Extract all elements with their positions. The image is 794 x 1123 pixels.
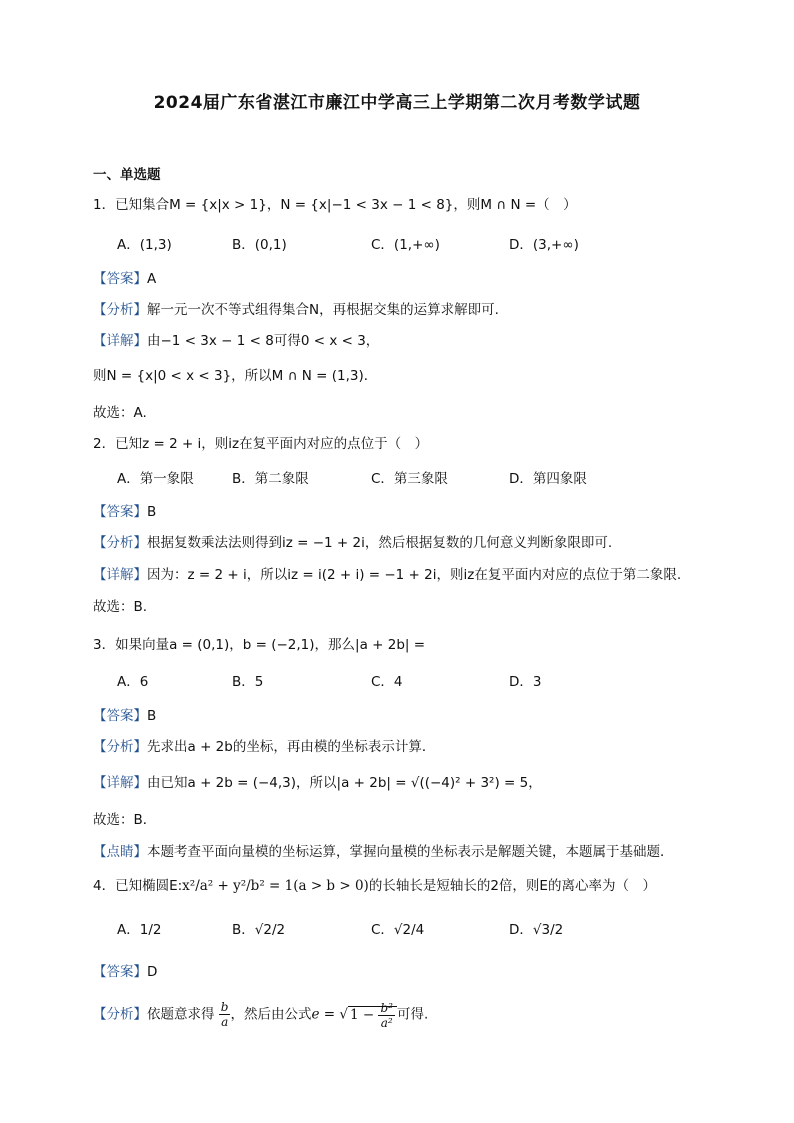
- q2-answer-line: [93, 500, 156, 520]
- q4-option-a: A．1/2: [117, 922, 162, 938]
- q2-detail: 因为：z = 2 + i，所以iz = i(2 + i) = −1 + 2i，则iz在复平面内对应的点位于第二象限.: [147, 567, 682, 583]
- q2-option-c: C．第三象限: [371, 471, 448, 487]
- q3-detail-line: [93, 771, 542, 791]
- q1-option-a: A．(1,3): [117, 237, 172, 253]
- q1-detail: 由−1 < 3x − 1 < 8可得0 < x < 3，: [147, 333, 380, 349]
- q4-option-b: B．√2/2: [232, 922, 286, 938]
- q4-answer: D: [147, 964, 158, 980]
- q1-choose: A.: [133, 405, 147, 421]
- q1-analysis: 解一元一次不等式组得集合N，再根据交集的运算求解即可.: [147, 302, 499, 318]
- q4-analysis-suffix: 可得.: [396, 1006, 429, 1023]
- q2-option-d: D．第四象限: [509, 471, 587, 487]
- detail-tag: 【详解】: [93, 333, 147, 349]
- q2-analysis-line: [93, 531, 612, 551]
- q1-answer: A: [147, 271, 157, 287]
- detail-tag: 【详解】: [93, 567, 147, 583]
- q3-choose: B．: [133, 812, 157, 828]
- q4-analysis-line: 【分析】依题意求得 $\frac{b}{a}$ ，然后由公式e = √ 1 − $\frac{\text{b²}}{\text{a²}}$ 可得.: [93, 1000, 429, 1030]
- comment-tag: 【点睛】: [93, 844, 147, 860]
- question-3-stem: 3．如果向量a = (0,1)，b = (−2,1)，那么|a + 2b| =: [93, 637, 426, 653]
- q2-analysis: 根据复数乘法法则得到iz = −1 + 2i，然后根据复数的几何意义判断象限即可.: [147, 535, 613, 551]
- q2-option-a: A．第一象限: [117, 471, 194, 487]
- q1-detail-line-2: 则N = {x|0 < x < 3}，所以M ∩ N = (1,3)．: [93, 368, 378, 384]
- q1-option-b: B．(0,1): [232, 237, 287, 253]
- q2-choose-line: [93, 595, 147, 615]
- choose-prefix: 故选：: [93, 405, 134, 421]
- answer-tag: 【答案】: [93, 504, 147, 520]
- q4-stem-suffix: 的长轴长是短轴长的2倍，则E的离心率为（ ）: [368, 878, 656, 894]
- q4-answer-line: [93, 960, 157, 980]
- q2-choose: B.: [133, 599, 148, 615]
- q3-comment: 本题考查平面向量模的坐标运算，掌握向量模的坐标表示是解题关键，本题属于基础题．: [147, 844, 674, 860]
- q3-answer: B: [147, 708, 157, 724]
- analysis-tag: 【分析】: [93, 535, 147, 551]
- page-title: 2024届广东省湛江市廉江中学高三上学期第二次月考数学试题: [153, 93, 641, 113]
- choose-prefix: 故选：: [93, 812, 134, 828]
- q3-option-b: B．5: [232, 674, 264, 690]
- fraction-b-over-a: $\frac{b}{a}$: [220, 1000, 229, 1029]
- q3-option-d: D．3: [509, 674, 542, 690]
- q1-option-c: C．(1,+∞): [371, 237, 440, 253]
- q2-detail-line: [93, 563, 681, 583]
- q3-answer-line: [93, 704, 156, 724]
- q1-choose-line: [93, 401, 147, 421]
- choose-prefix: 故选：: [93, 599, 134, 615]
- q3-comment-line: [93, 840, 674, 860]
- q4-option-d: D．√3/2: [509, 922, 564, 938]
- detail-tag: 【详解】: [93, 775, 147, 791]
- eccentricity-formula: √ 1 − $\frac{\text{b²}}{\text{a²}}$: [339, 1006, 397, 1023]
- q2-answer: B: [147, 504, 157, 520]
- section-heading: 一、单选题: [93, 167, 161, 183]
- q1-option-d: D．(3,+∞): [509, 237, 579, 253]
- question-2-stem: 2．已知z = 2 + i，则iz在复平面内对应的点位于（ ）: [93, 436, 429, 452]
- q2-option-b: B．第二象限: [232, 471, 309, 487]
- q3-detail: 由已知a + 2b = (−4,3)，所以|a + 2b| = √((−4)² + 3²) = 5，: [147, 775, 542, 791]
- answer-tag: 【答案】: [93, 271, 147, 287]
- q3-choose-line: [93, 808, 156, 828]
- eccentricity-symbol: e: [311, 1006, 320, 1023]
- q3-analysis-line: [93, 735, 435, 755]
- q1-answer-line: [93, 267, 156, 287]
- question-1-stem: 1．已知集合M = {x|x > 1}，N = {x|−1 < 3x − 1 < 8}，则M ∩ N =（ ）: [93, 197, 577, 213]
- q1-analysis-line: [93, 298, 499, 318]
- ellipse-equation: x²/a² + y²/b² = 1(a > b > 0): [182, 878, 369, 894]
- analysis-tag: 【分析】: [93, 739, 147, 755]
- q4-stem-prefix: 4．已知椭圆E:: [93, 878, 183, 894]
- q3-analysis: 先求出a + 2b的坐标，再由模的坐标表示计算．: [147, 739, 436, 755]
- q1-detail-line: [93, 329, 379, 349]
- answer-tag: 【答案】: [93, 708, 147, 724]
- analysis-tag: 【分析】: [93, 1006, 147, 1023]
- q3-option-c: C．4: [371, 674, 403, 690]
- q4-option-c: C．√2/4: [371, 922, 425, 938]
- analysis-tag: 【分析】: [93, 302, 147, 318]
- q3-option-a: A．6: [117, 674, 149, 690]
- q4-analysis-mid: ，然后由公式: [230, 1006, 312, 1023]
- answer-tag: 【答案】: [93, 964, 147, 980]
- question-4-stem: [93, 874, 656, 894]
- q4-analysis-prefix: 依题意求得: [147, 1006, 215, 1023]
